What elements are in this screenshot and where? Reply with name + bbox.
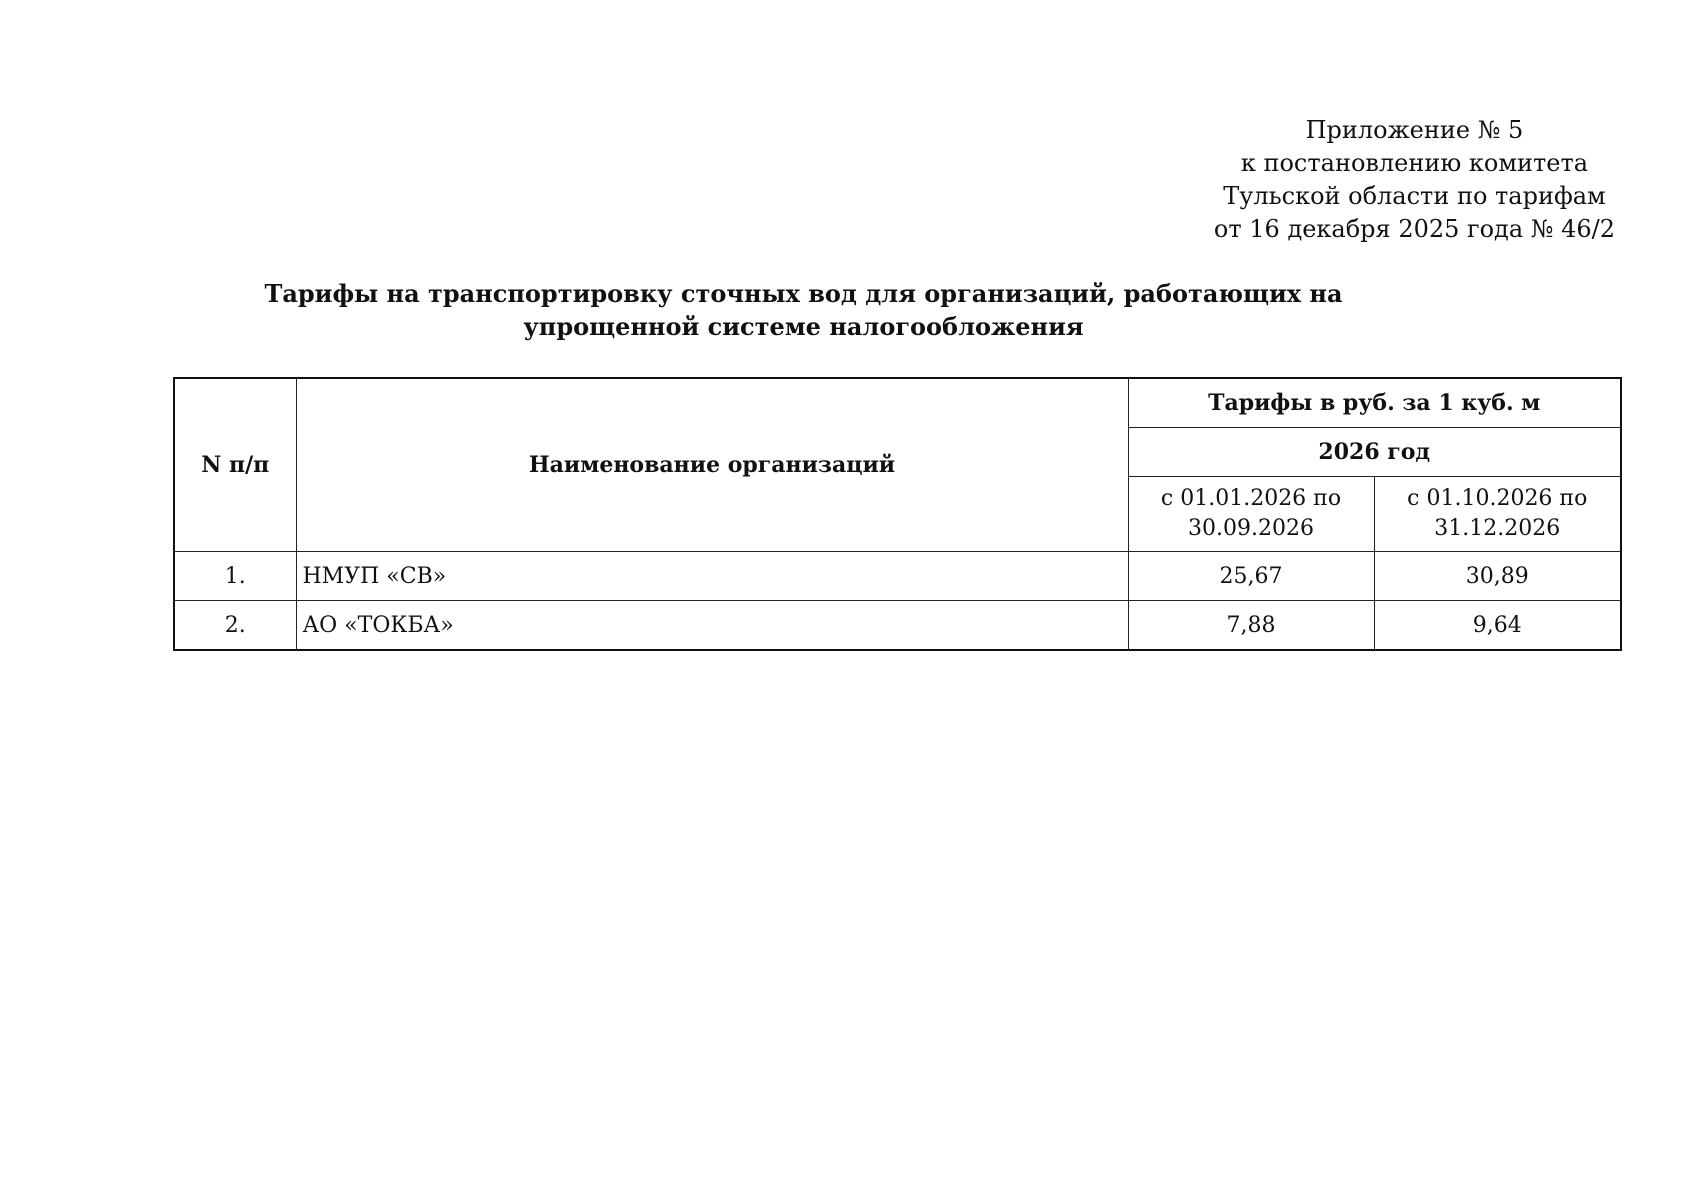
tariff-table — [173, 377, 1622, 651]
table-row — [174, 552, 1621, 601]
appendix-line-1: Приложение № 5 — [1305, 116, 1524, 144]
header-name: Наименование организаций — [296, 378, 1128, 552]
document-title: Тарифы на транспортировку сточных вод для организаций, работающих на упрощенной системе налогообложения — [264, 279, 1343, 341]
header-tariffs: Тарифы в руб. за 1 куб. м — [1128, 378, 1621, 428]
row-tariff-period-1: 25,67 — [1128, 552, 1374, 601]
header-number: N п/п — [174, 378, 296, 552]
appendix-line-2: к постановлению комитета — [1240, 149, 1589, 177]
row-number: 1. — [174, 552, 296, 601]
header-year: 2026 год — [1128, 428, 1621, 477]
row-tariff-period-1: 7,88 — [1128, 601, 1374, 651]
appendix-line-3: Тульской области по тарифам — [1223, 182, 1606, 210]
header-row — [174, 378, 1621, 428]
row-tariff-period-2: 9,64 — [1374, 601, 1621, 651]
header-period-2: с 01.10.2026 по 31.12.2026 — [1374, 477, 1621, 552]
row-organization: АО «ТОКБА» — [296, 601, 1128, 651]
row-number: 2. — [174, 601, 296, 651]
row-tariff-period-2: 30,89 — [1374, 552, 1621, 601]
table-row — [174, 601, 1621, 651]
row-organization: НМУП «СВ» — [296, 552, 1128, 601]
appendix-line-4: от 16 декабря 2025 года № 46/2 — [1213, 215, 1615, 243]
appendix-header — [1214, 114, 1615, 246]
header-period-1: с 01.01.2026 по 30.09.2026 — [1128, 477, 1374, 552]
